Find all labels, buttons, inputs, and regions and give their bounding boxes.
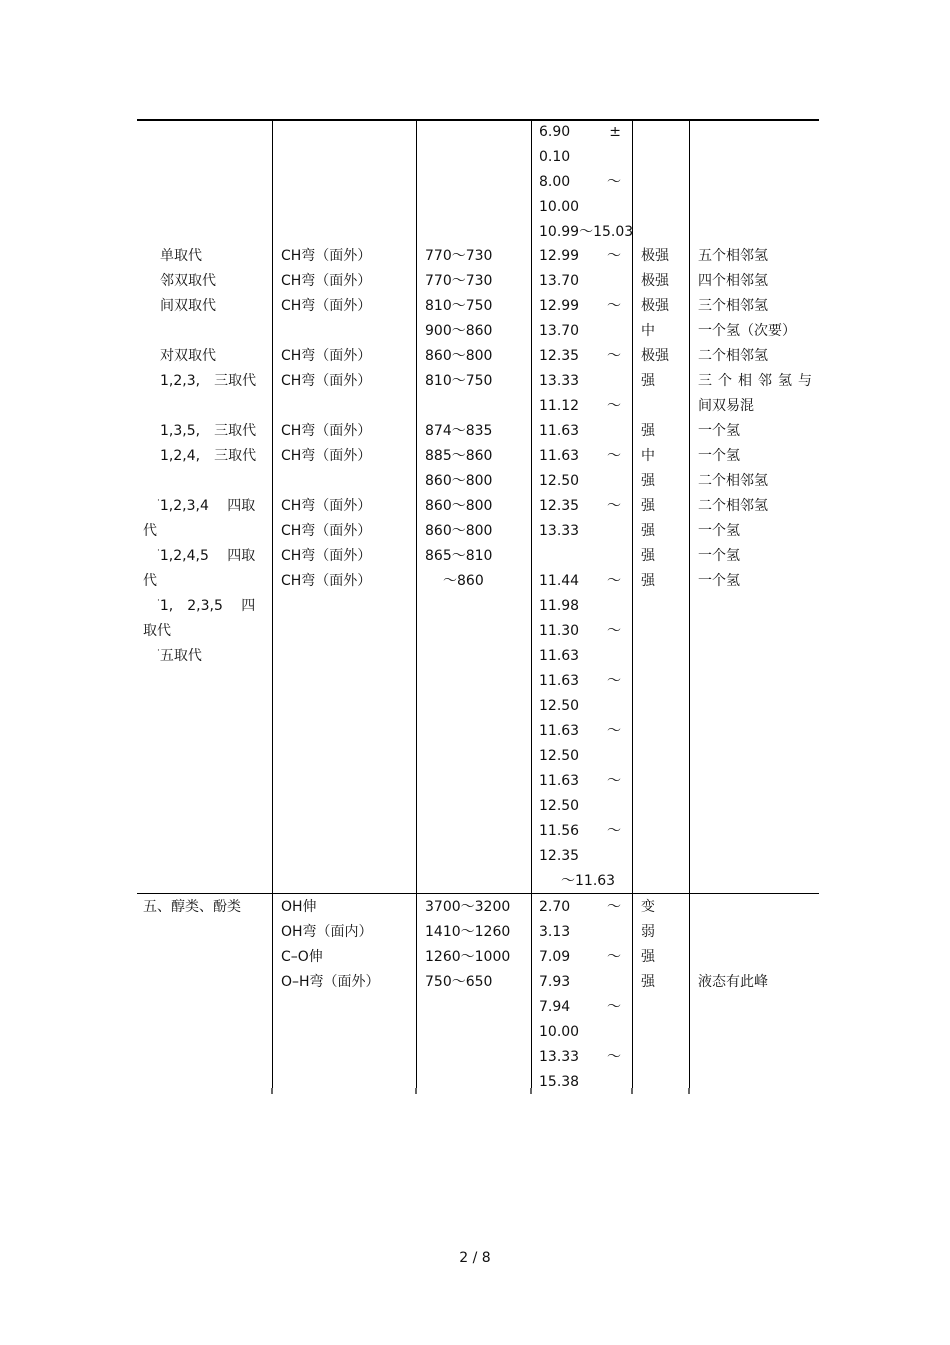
wavelength-value: ～11.63 bbox=[547, 873, 616, 889]
wavelength-line bbox=[539, 869, 629, 894]
wavelength-line bbox=[539, 569, 629, 594]
wavelength-value: 12.50 bbox=[539, 473, 580, 489]
alcohol-category-label: 五、醇类、酚类 bbox=[143, 899, 241, 915]
category-text: 1,2,3, 三取代 bbox=[160, 373, 257, 389]
alcohol-intensity-cell bbox=[641, 895, 687, 995]
category-line bbox=[143, 569, 268, 594]
wavelength-value: 11.12 bbox=[539, 398, 580, 414]
category-text: 代 bbox=[143, 523, 157, 539]
remark-text: 四个相邻氢 bbox=[698, 273, 768, 289]
bullet-mark: · bbox=[157, 496, 160, 506]
intensity-label: 中 bbox=[641, 323, 655, 339]
wavelength-value: 10.99～15.03 bbox=[539, 224, 634, 240]
remark-text: 一个氢 bbox=[698, 523, 740, 539]
category-text: 五取代 bbox=[159, 648, 202, 664]
wavelength-line bbox=[539, 619, 629, 644]
wavelength-line bbox=[539, 145, 629, 170]
vibration-mode bbox=[281, 469, 416, 494]
vibration-mode: CH弯（面外） bbox=[281, 273, 372, 289]
vibration-mode: OH伸 bbox=[281, 899, 317, 915]
wavelength-value: 12.99 bbox=[539, 298, 580, 314]
wavelength-value: 7.94 bbox=[539, 999, 571, 1015]
wavelength-line bbox=[539, 895, 629, 920]
intensity-label: 极强 bbox=[641, 298, 669, 314]
wavenumber-range: 770～730 bbox=[425, 273, 493, 289]
wavenumber-range: 860～800 bbox=[425, 523, 493, 539]
wavenumber-range: 860～800 bbox=[425, 348, 493, 364]
intensity-label: 强 bbox=[641, 974, 655, 990]
wavelength-line bbox=[539, 970, 629, 995]
wavelength-range-mark: ～ bbox=[607, 723, 621, 739]
category-line bbox=[143, 444, 268, 469]
wavelength-value: 3.13 bbox=[539, 924, 571, 940]
intensity-label: 强 bbox=[641, 498, 655, 514]
category-line bbox=[143, 369, 268, 394]
wavelength-line bbox=[539, 694, 629, 719]
wavelength-value: 13.33 bbox=[539, 373, 580, 389]
category-line bbox=[143, 419, 268, 444]
wavelength-line bbox=[539, 120, 629, 145]
column-tick bbox=[688, 1088, 690, 1094]
wavelength-value: 12.50 bbox=[539, 798, 580, 814]
wavelength-line bbox=[539, 244, 629, 269]
intensity-label: 极强 bbox=[641, 273, 669, 289]
wavelength-value: 12.35 bbox=[539, 848, 580, 864]
wavelength-value: 12.50 bbox=[539, 748, 580, 764]
page-number: 2 / 8 bbox=[459, 1250, 491, 1266]
intensity-label: 强 bbox=[641, 573, 655, 589]
alcohol-vibration-cell bbox=[281, 895, 416, 995]
wavelength-range-mark: ～ bbox=[607, 623, 621, 639]
category-line bbox=[143, 594, 268, 619]
wavelength-value: 2.70 bbox=[539, 899, 571, 915]
wavelength-value: 10.00 bbox=[539, 199, 580, 215]
category-line bbox=[143, 619, 268, 644]
category-text: 1, 2,3,5 四 bbox=[159, 598, 256, 614]
intensity-label: 强 bbox=[641, 949, 655, 965]
intensity-label: 中 bbox=[641, 448, 655, 464]
wavenumber-range: 750～650 bbox=[425, 974, 493, 990]
wavenumber-range: 860～800 bbox=[425, 473, 493, 489]
wavelength-value: 11.63 bbox=[539, 723, 580, 739]
wavelength-value: 11.63 bbox=[539, 773, 580, 789]
remark-text: 三个相邻氢与 bbox=[698, 373, 818, 389]
aromatic-wavelength-cell bbox=[539, 244, 629, 894]
aromatic-remark-cell bbox=[698, 244, 818, 594]
intensity-label: 强 bbox=[641, 548, 655, 564]
wavelength-line bbox=[539, 594, 629, 619]
wavenumber-range: 810～750 bbox=[425, 373, 493, 389]
wavelength-value: 0.10 bbox=[539, 149, 571, 165]
wavelength-line bbox=[539, 394, 629, 419]
remark-text: 间双易混 bbox=[698, 398, 754, 414]
wavelength-range-mark: ～ bbox=[607, 823, 621, 839]
wavelength-value: 7.09 bbox=[539, 949, 571, 965]
wavelength-line bbox=[539, 170, 629, 195]
wavelength-line bbox=[539, 945, 629, 970]
wavenumber-range: 874～835 bbox=[425, 423, 493, 439]
wavelength-line bbox=[539, 644, 629, 669]
wavelength-line bbox=[539, 995, 629, 1020]
column-tick bbox=[415, 1088, 417, 1094]
wavelength-line bbox=[539, 319, 629, 344]
wavelength-line bbox=[539, 1020, 629, 1045]
wavenumber-range bbox=[425, 394, 531, 419]
wavelength-line bbox=[539, 369, 629, 394]
vibration-mode: C–O伸 bbox=[281, 949, 323, 965]
wavelength-line bbox=[539, 519, 629, 544]
remark-text: 一个氢 bbox=[698, 423, 740, 439]
wavelength-line bbox=[539, 344, 629, 369]
category-line bbox=[143, 319, 268, 344]
wavelength-range-mark: ～ bbox=[607, 448, 621, 464]
wavelength-value: 11.44 bbox=[539, 573, 580, 589]
wavelength-value: 11.30 bbox=[539, 623, 580, 639]
wavelength-line bbox=[539, 920, 629, 945]
vibration-mode: OH弯（面内） bbox=[281, 924, 373, 940]
wavelength-range-mark: ～ bbox=[607, 348, 621, 364]
wavelength-range-mark: ～ bbox=[607, 773, 621, 789]
bullet-mark: · bbox=[157, 596, 160, 606]
wavelength-range-mark: ～ bbox=[607, 298, 621, 314]
wavelength-line bbox=[539, 269, 629, 294]
remark-text: 一个氢（次要） bbox=[698, 323, 796, 339]
wavelength-line bbox=[539, 794, 629, 819]
wavelength-range-mark: ～ bbox=[607, 573, 621, 589]
wavelength-value: 11.56 bbox=[539, 823, 580, 839]
category-line bbox=[143, 519, 268, 544]
category-text: 间双取代 bbox=[160, 298, 216, 314]
category-line bbox=[143, 269, 268, 294]
wavelength-value: 13.70 bbox=[539, 323, 580, 339]
wavelength-value: 13.33 bbox=[539, 523, 580, 539]
vibration-mode bbox=[281, 319, 416, 344]
remark-text bbox=[698, 895, 818, 920]
wavelength-range-mark: ～ bbox=[607, 174, 621, 190]
wavelength-line bbox=[539, 1070, 629, 1095]
wavelength-line bbox=[539, 294, 629, 319]
wavelength-value: 7.93 bbox=[539, 974, 571, 990]
wavelength-range-mark: ～ bbox=[607, 899, 621, 915]
remark-text bbox=[698, 945, 818, 970]
vibration-mode: CH弯（面外） bbox=[281, 573, 372, 589]
wavelength-range-mark: ～ bbox=[607, 673, 621, 689]
wavelength-range-mark: ～ bbox=[607, 398, 621, 414]
category-line bbox=[143, 469, 268, 494]
column-rule-3 bbox=[531, 120, 532, 1092]
vibration-mode: CH弯（面外） bbox=[281, 298, 372, 314]
vibration-mode: CH弯（面外） bbox=[281, 348, 372, 364]
wavelength-line bbox=[539, 195, 629, 220]
wavelength-line bbox=[539, 844, 629, 869]
wavelength-value: 8.00 bbox=[539, 174, 571, 190]
intensity-label: 变 bbox=[641, 899, 655, 915]
wavelength-range-mark: ～ bbox=[607, 949, 621, 965]
intensity-label bbox=[641, 394, 687, 419]
category-text: 代 bbox=[143, 573, 157, 589]
wavelength-value: 13.70 bbox=[539, 273, 580, 289]
wavelength-value: 12.99 bbox=[539, 248, 580, 264]
wavelength-range-mark: ～ bbox=[607, 999, 621, 1015]
wavelength-value: 11.63 bbox=[539, 423, 580, 439]
remark-text: 一个氢 bbox=[698, 573, 740, 589]
category-line bbox=[143, 544, 268, 569]
column-tick bbox=[530, 1088, 532, 1094]
intensity-label: 极强 bbox=[641, 348, 669, 364]
category-line bbox=[143, 344, 268, 369]
wavenumber-range: 885～860 bbox=[425, 448, 493, 464]
wavenumber-range: 3700～3200 bbox=[425, 899, 511, 915]
intensity-label: 强 bbox=[641, 473, 655, 489]
remark-text bbox=[698, 920, 818, 945]
wavenumber-range: 1410～1260 bbox=[425, 924, 511, 940]
wavelength-line bbox=[539, 419, 629, 444]
wavelength-range-mark: ～ bbox=[607, 248, 621, 264]
category-line bbox=[143, 644, 268, 669]
wavelength-value: 11.63 bbox=[539, 648, 580, 664]
wavenumber-range: 810～750 bbox=[425, 298, 493, 314]
wavenumber-range: 770～730 bbox=[425, 248, 493, 264]
vibration-mode: CH弯（面外） bbox=[281, 448, 372, 464]
wavelength-value: 6.90 bbox=[539, 124, 571, 140]
wavelength-value: 12.35 bbox=[539, 498, 580, 514]
vibration-mode: CH弯（面外） bbox=[281, 423, 372, 439]
remark-text: 液态有此峰 bbox=[698, 974, 768, 990]
vibration-mode bbox=[281, 394, 416, 419]
vibration-mode: CH弯（面外） bbox=[281, 548, 372, 564]
remark-text: 一个氢 bbox=[698, 548, 740, 564]
category-text: 邻双取代 bbox=[160, 273, 216, 289]
aromatic-category-cell bbox=[143, 244, 268, 669]
category-line bbox=[143, 244, 268, 269]
wavelength-value: 11.63 bbox=[539, 448, 580, 464]
wavelength-line bbox=[539, 220, 634, 245]
category-text: 单取代 bbox=[160, 248, 202, 264]
wavelength-value: 12.35 bbox=[539, 348, 580, 364]
remark-text: 二个相邻氢 bbox=[698, 498, 768, 514]
category-text: 对双取代 bbox=[160, 348, 216, 364]
category-text: 1,2,3,4 四取 bbox=[159, 498, 256, 514]
intensity-label: 强 bbox=[641, 373, 655, 389]
wavelength-line bbox=[539, 669, 629, 694]
bullet-mark: · bbox=[157, 646, 160, 656]
wavenumber-range: 1260～1000 bbox=[425, 949, 511, 965]
wavelength-line bbox=[539, 444, 629, 469]
category-text: 1,3,5, 三取代 bbox=[160, 423, 257, 439]
table-top-rule bbox=[137, 119, 819, 121]
wavelength-line bbox=[539, 469, 629, 494]
remark-text: 二个相邻氢 bbox=[698, 473, 768, 489]
column-tick bbox=[271, 1088, 273, 1094]
section-divider-rule bbox=[137, 893, 819, 894]
vibration-mode: CH弯（面外） bbox=[281, 523, 372, 539]
aromatic-vibration-cell bbox=[281, 244, 416, 594]
alcohol-category-cell bbox=[143, 895, 268, 920]
column-rule-1 bbox=[272, 120, 273, 1092]
vibration-mode: CH弯（面外） bbox=[281, 248, 372, 264]
category-text: 1,2,4, 三取代 bbox=[160, 448, 257, 464]
wavelength-line bbox=[539, 544, 629, 569]
remark-text: 三个相邻氢 bbox=[698, 298, 768, 314]
wavelength-value: 12.50 bbox=[539, 698, 580, 714]
category-line bbox=[143, 394, 268, 419]
vibration-mode: O–H弯（面外） bbox=[281, 974, 380, 990]
top-wavelength-cell bbox=[539, 120, 634, 245]
intensity-label: 强 bbox=[641, 423, 655, 439]
wavenumber-range: ～860 bbox=[429, 573, 484, 589]
column-rule-2 bbox=[416, 120, 417, 1092]
intensity-label: 强 bbox=[641, 523, 655, 539]
column-tick bbox=[631, 1088, 633, 1094]
wavelength-range-mark: ～ bbox=[607, 1049, 621, 1065]
category-text: 取代 bbox=[143, 623, 171, 639]
category-line bbox=[143, 294, 268, 319]
column-rule-5 bbox=[689, 120, 690, 1092]
remark-text: 一个氢 bbox=[698, 448, 740, 464]
alcohol-wavenumber-cell bbox=[425, 895, 531, 995]
wavelength-line bbox=[539, 719, 629, 744]
wavenumber-range: 865～810 bbox=[425, 548, 493, 564]
category-line bbox=[143, 494, 268, 519]
wavelength-line bbox=[539, 744, 629, 769]
vibration-mode: CH弯（面外） bbox=[281, 373, 372, 389]
alcohol-remark-cell bbox=[698, 895, 818, 995]
wavelength-line bbox=[539, 769, 629, 794]
aromatic-intensity-cell bbox=[641, 244, 687, 594]
intensity-label: 极强 bbox=[641, 248, 669, 264]
wavelength-range-mark: ～ bbox=[607, 498, 621, 514]
wavelength-line bbox=[539, 1045, 629, 1070]
wavelength-value: 10.00 bbox=[539, 1024, 580, 1040]
wavenumber-range: 860～800 bbox=[425, 498, 493, 514]
wavelength-line bbox=[539, 494, 629, 519]
bullet-mark: · bbox=[157, 546, 160, 556]
wavelength-value: 11.98 bbox=[539, 598, 580, 614]
vibration-mode: CH弯（面外） bbox=[281, 498, 372, 514]
wavelength-value: 11.63 bbox=[539, 673, 580, 689]
aromatic-wavenumber-cell bbox=[425, 244, 531, 594]
wavelength-range-mark: ± bbox=[609, 124, 621, 140]
intensity-label: 弱 bbox=[641, 924, 655, 940]
wavenumber-range: 900～860 bbox=[425, 323, 493, 339]
remark-text: 五个相邻氢 bbox=[698, 248, 768, 264]
wavelength-value: 15.38 bbox=[539, 1074, 580, 1090]
wavelength-value: 13.33 bbox=[539, 1049, 580, 1065]
column-rule-4 bbox=[632, 120, 633, 1092]
alcohol-wavelength-cell bbox=[539, 895, 629, 1095]
category-text: 1,2,4,5 四取 bbox=[159, 548, 256, 564]
remark-text: 二个相邻氢 bbox=[698, 348, 768, 364]
wavelength-line bbox=[539, 819, 629, 844]
